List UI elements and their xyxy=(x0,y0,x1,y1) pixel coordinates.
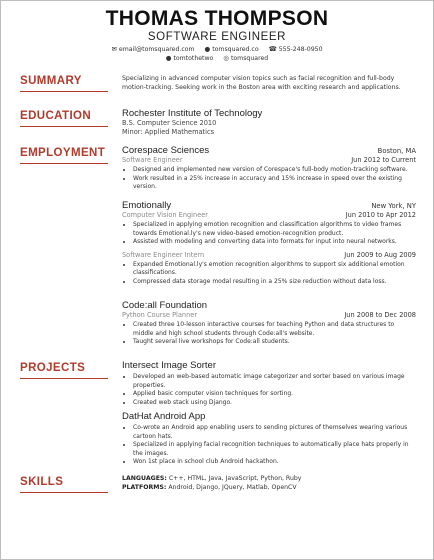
bullet: • Won 1st place in school club Android hackathon. xyxy=(133,458,416,467)
phone-icon: ☎ xyxy=(268,45,277,53)
job-location: Boston, MA xyxy=(377,147,416,155)
project-name: Intersect Image Sorter xyxy=(122,360,216,371)
project-bullets xyxy=(122,373,416,407)
contact-skype[interactable]: ◎ tomsquared xyxy=(223,54,269,62)
education-minor: Minor: Applied Mathematics xyxy=(122,128,215,136)
project-dathat xyxy=(122,411,416,467)
job-bullets xyxy=(122,221,416,247)
contact-twitter[interactable]: ● tomtothetwo xyxy=(165,54,214,62)
project-name: DatHat Android App xyxy=(122,411,206,422)
bullet: • Designed and implemented new version of Corespace's full-body motion-tracking software. xyxy=(133,166,416,175)
job-role: Python Course Planner xyxy=(122,311,198,319)
education-school: Rochester Institute of Technology xyxy=(122,108,263,119)
job-org: Code:all Foundation xyxy=(122,300,208,311)
job-dates: Jun 2010 to Apr 2012 xyxy=(345,211,416,219)
job-dates: Jun 2012 to Current xyxy=(351,156,416,164)
bullet: • Applied basic computer vision techniques for sorting. xyxy=(133,390,416,399)
job-role: Software Engineer xyxy=(122,156,183,164)
job-org: Emotionally xyxy=(122,200,172,211)
bullet: • Created web stack using Django. xyxy=(133,399,416,408)
skill-platforms: PLATFORMS: Android, Django, JQuery, Matlab, OpenCV xyxy=(122,484,297,491)
skills-block xyxy=(122,474,416,492)
bullet: • Specialized in applying emotion recognition and classification algorithms to video frames towards Emotional.ly's new video-based emotion-recognition product. xyxy=(133,221,416,238)
bullet: • Created three 10-lesson interactive courses for teaching Python and data structures to middle and high school students through Code:all's website. xyxy=(133,321,416,338)
contact-email[interactable]: ✉ email@tomsquared.com xyxy=(111,45,195,53)
section-skills-title: SKILLS xyxy=(20,476,108,493)
bullet: • Specialized in applying facial recognition techniques to automatically place hats properly in the images. xyxy=(133,441,416,458)
job-emotionally xyxy=(122,200,416,287)
job-org: Corespace Sciences xyxy=(122,145,210,156)
github-icon: ● xyxy=(204,45,211,53)
twitter-icon: ● xyxy=(165,54,172,62)
bullet: • Expanded Emotional.ly's emotion recognition algorithms to support six additional emotion classifications. xyxy=(133,261,416,278)
job-bullets xyxy=(122,321,416,347)
job-dates: Jun 2009 to Aug 2009 xyxy=(344,250,416,259)
education-degree: B.S. Computer Science 2010 xyxy=(122,119,217,127)
section-employment-title: EMPLOYMENT xyxy=(20,147,108,164)
job-role: Software Engineer Intern xyxy=(122,250,205,259)
education-block xyxy=(122,108,416,137)
job-dates: Jun 2008 to Dec 2008 xyxy=(344,311,416,319)
section-projects-title: PROJECTS xyxy=(20,362,108,379)
bullet: • Assisted with modeling and converting data into formats for input into neural networks. xyxy=(133,238,416,247)
job-bullets xyxy=(122,166,416,192)
bullet: • Work resulted in a 25% increase in accuracy and 15% increase in speed over the existing version. xyxy=(133,175,416,192)
job-bullets xyxy=(122,261,416,287)
skill-languages: LANGUAGES: C++, HTML, Java, JavaScript, Python, Ruby xyxy=(122,475,302,482)
skype-icon: ◎ xyxy=(223,54,229,62)
contact-phone[interactable]: ☎ 555-248-0950 xyxy=(268,45,323,53)
job-codeall xyxy=(122,300,416,347)
bullet: • Compressed data storage modal resulting in a 25% size reduction without data loss. xyxy=(133,278,416,287)
bullet: • Taught several live workshops for Code:all students. xyxy=(133,338,416,347)
job-location: New York, NY xyxy=(371,202,416,210)
job-corespace xyxy=(122,145,416,192)
job-role: Computer Vision Engineer xyxy=(122,211,209,219)
contact-row-2 xyxy=(0,54,434,62)
section-education-title: EDUCATION xyxy=(20,110,108,127)
candidate-name: THOMAS THOMPSON xyxy=(105,7,329,30)
contact-github[interactable]: ● tomsquared.co xyxy=(204,45,259,53)
summary-text: Specializing in advanced computer vision topics such as facial recognition and full-body motion-tracking. Seeking work in the Boston area with exciting research and applications. xyxy=(122,75,401,91)
contact-row-1 xyxy=(0,45,434,53)
envelope-icon: ✉ xyxy=(111,45,117,53)
bullet: • Developed an web-based automatic image categorizer and sorter based on various image properties. xyxy=(133,373,416,390)
project-bullets xyxy=(122,424,416,467)
candidate-title: SOFTWARE ENGINEER xyxy=(147,31,287,43)
project-intersect xyxy=(122,360,416,407)
bullet: • Co-wrote an Android app enabling users to sending pictures of themselves wearing various cartoon hats. xyxy=(133,424,416,441)
section-summary-title: SUMMARY xyxy=(20,75,108,92)
